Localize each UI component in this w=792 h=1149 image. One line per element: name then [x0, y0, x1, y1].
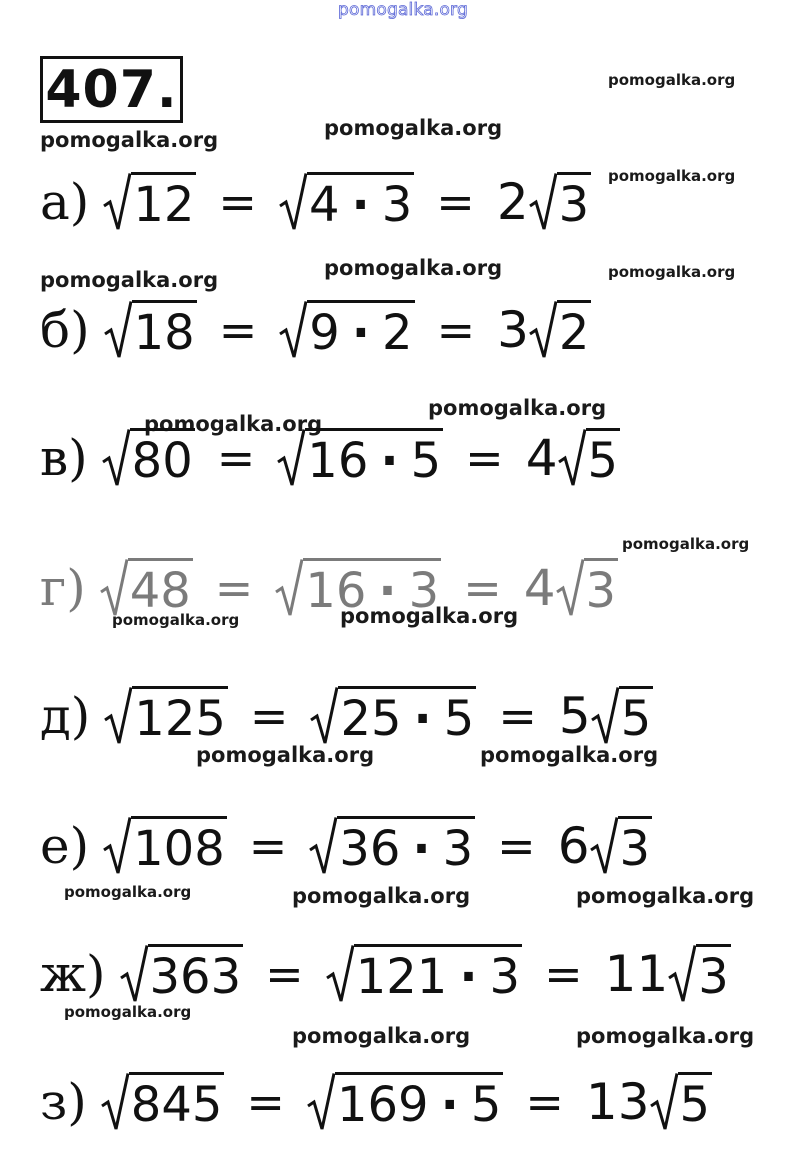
watermark: pomogalka.org: [324, 116, 503, 140]
equals-sign: =: [214, 561, 254, 615]
radicand-result: 3: [696, 944, 731, 1005]
radicand-lhs: 125: [132, 686, 228, 747]
equals-sign: =: [249, 689, 289, 743]
radicand-product: [307, 172, 414, 233]
sqrt-lhs: [101, 1072, 225, 1133]
multiply-dot: ·: [351, 304, 371, 361]
result-coefficient: 3: [497, 301, 529, 359]
radicand-product: [354, 944, 522, 1005]
radicand-lhs: 48: [128, 558, 193, 619]
result-coefficient: 4: [525, 429, 558, 487]
equation-row: [40, 676, 653, 756]
sqrt-product: [326, 944, 522, 1005]
sqrt-result: [529, 172, 592, 233]
sqrt-result: [529, 300, 592, 361]
watermark: pomogalka.org: [340, 604, 519, 628]
watermark: pomogalka.org: [608, 71, 736, 89]
result-coefficient: 2: [496, 173, 529, 231]
equation-label: а): [40, 173, 90, 231]
factor-b: 3: [442, 820, 474, 877]
problem-number-box: [40, 56, 183, 123]
equation-row: [40, 418, 620, 498]
radical-sign-icon: [104, 686, 132, 746]
radical-sign-icon: [668, 944, 696, 1004]
radical-sign-icon: [590, 816, 618, 876]
factor-b: 3: [489, 948, 521, 1005]
equals-sign: =: [436, 175, 475, 229]
equation-label: е): [40, 817, 90, 875]
sqrt-result: [591, 686, 654, 747]
radical-sign-icon: [279, 172, 307, 232]
equation-label: з): [40, 1073, 87, 1131]
radicand-lhs: 108: [131, 816, 227, 877]
equals-sign: =: [544, 947, 583, 1001]
multiply-dot: ·: [351, 176, 370, 233]
equals-sign: =: [218, 175, 257, 229]
factor-b: 3: [408, 562, 440, 619]
radical-sign-icon: [556, 558, 584, 618]
watermark: pomogalka.org: [608, 263, 736, 281]
radicand-result: 2: [557, 300, 592, 361]
equals-sign: =: [497, 819, 536, 873]
equation-row: [40, 548, 618, 628]
top-watermark: pomogalka.org: [338, 0, 468, 20]
problem-number: 407.: [45, 59, 178, 120]
equals-sign: =: [525, 1075, 564, 1129]
radicand-product: [338, 686, 476, 747]
radicand-result: 3: [557, 172, 592, 233]
radical-sign-icon: [309, 816, 337, 876]
radical-sign-icon: [103, 172, 131, 232]
radicand-result: 3: [584, 558, 619, 619]
factor-a: 16: [305, 562, 367, 619]
equals-sign: =: [216, 431, 256, 485]
factor-b: 5: [410, 432, 442, 489]
watermark: pomogalka.org: [196, 743, 375, 767]
sqrt-lhs: [103, 816, 227, 877]
equation-label: д): [40, 687, 91, 745]
sqrt-product: [275, 558, 441, 619]
equals-sign: =: [463, 561, 502, 615]
radical-sign-icon: [100, 558, 128, 618]
equation-row: [40, 162, 591, 242]
radical-sign-icon: [277, 428, 305, 488]
radical-sign-icon: [275, 558, 303, 618]
equals-sign: =: [436, 303, 476, 357]
watermark: pomogalka.org: [480, 743, 659, 767]
radical-sign-icon: [591, 686, 619, 746]
radicand-result: 5: [619, 686, 654, 747]
radicand-lhs: 845: [129, 1072, 225, 1133]
watermark: pomogalka.org: [576, 1024, 755, 1048]
radicand-lhs: 363: [148, 944, 244, 1005]
watermark: pomogalka.org: [64, 883, 192, 901]
equation-label: г): [40, 559, 86, 617]
equals-sign: =: [246, 1075, 285, 1129]
sqrt-result: [590, 816, 653, 877]
watermark: pomogalka.org: [144, 412, 323, 436]
watermark: pomogalka.org: [112, 611, 240, 629]
equation-label: ж): [40, 945, 106, 1003]
equals-sign: =: [465, 431, 504, 485]
factor-a: 121: [355, 948, 448, 1005]
radicand-product: [337, 816, 475, 877]
multiply-dot: ·: [380, 432, 399, 489]
sqrt-result: [668, 944, 731, 1005]
sqrt-product: [307, 1072, 503, 1133]
sqrt-lhs: [102, 428, 195, 489]
watermark: pomogalka.org: [576, 884, 755, 908]
radical-sign-icon: [529, 172, 557, 232]
sqrt-lhs: [103, 172, 196, 233]
watermark: pomogalka.org: [64, 1003, 192, 1021]
equals-sign: =: [498, 689, 537, 743]
radicand-result: 5: [678, 1072, 713, 1133]
equals-sign: =: [265, 947, 304, 1001]
factor-a: 36: [339, 820, 401, 877]
multiply-dot: ·: [459, 948, 478, 1005]
watermark: pomogalka.org: [428, 396, 607, 420]
equation-label: б): [40, 301, 90, 359]
radicand-product: [303, 558, 441, 619]
radical-sign-icon: [326, 944, 354, 1004]
radicand-result: 5: [586, 428, 621, 489]
radicand-product: [305, 428, 443, 489]
factor-a: 9: [309, 304, 340, 361]
watermark: pomogalka.org: [292, 884, 471, 908]
sqrt-product: [310, 686, 476, 747]
factor-a: 25: [340, 690, 402, 747]
radical-sign-icon: [307, 1072, 335, 1132]
watermark: pomogalka.org: [40, 128, 219, 152]
multiply-dot: ·: [440, 1076, 459, 1133]
watermark: pomogalka.org: [622, 535, 750, 553]
sqrt-lhs: [104, 686, 228, 747]
radical-sign-icon: [310, 686, 338, 746]
radical-sign-icon: [529, 300, 557, 360]
watermark: pomogalka.org: [608, 167, 736, 185]
factor-a: 16: [307, 432, 369, 489]
sqrt-lhs: [100, 558, 193, 619]
sqrt-result: [556, 558, 619, 619]
multiply-dot: ·: [412, 820, 431, 877]
result-coefficient: 4: [523, 559, 556, 617]
equation-row: [40, 806, 652, 886]
radical-sign-icon: [104, 300, 132, 360]
radicand-result: 3: [618, 816, 653, 877]
watermark: pomogalka.org: [40, 268, 219, 292]
radicand-lhs: 80: [130, 428, 195, 489]
radical-sign-icon: [103, 816, 131, 876]
sqrt-product: [277, 428, 443, 489]
sqrt-product: [279, 172, 414, 233]
radical-sign-icon: [101, 1072, 129, 1132]
equation-row: [40, 1062, 712, 1142]
radical-sign-icon: [102, 428, 130, 488]
factor-a: 169: [336, 1076, 429, 1133]
equals-sign: =: [248, 819, 288, 873]
watermark: pomogalka.org: [292, 1024, 471, 1048]
multiply-dot: ·: [413, 690, 432, 747]
result-coefficient: 11: [604, 945, 669, 1003]
result-coefficient: 13: [585, 1073, 650, 1131]
equation-row: [40, 290, 591, 370]
sqrt-result: [558, 428, 621, 489]
factor-b: 2: [382, 304, 413, 361]
radical-sign-icon: [558, 428, 586, 488]
radicand-lhs: 18: [132, 300, 197, 361]
radicand-product: [307, 300, 414, 361]
sqrt-lhs: [120, 944, 244, 1005]
equation-label: в): [40, 429, 88, 487]
radical-sign-icon: [650, 1072, 678, 1132]
result-coefficient: 5: [558, 687, 591, 745]
equals-sign: =: [218, 303, 258, 357]
factor-b: 5: [443, 690, 475, 747]
sqrt-lhs: [104, 300, 197, 361]
sqrt-product: [279, 300, 414, 361]
equation-row: [40, 934, 731, 1014]
result-coefficient: 6: [557, 817, 590, 875]
factor-b: 3: [381, 176, 413, 233]
radicand-lhs: 12: [131, 172, 196, 233]
multiply-dot: ·: [378, 562, 397, 619]
factor-b: 5: [470, 1076, 502, 1133]
sqrt-product: [309, 816, 475, 877]
radical-sign-icon: [120, 944, 148, 1004]
radical-sign-icon: [279, 300, 307, 360]
factor-a: 4: [308, 176, 340, 233]
radicand-product: [335, 1072, 503, 1133]
sqrt-result: [650, 1072, 713, 1133]
watermark: pomogalka.org: [324, 256, 503, 280]
